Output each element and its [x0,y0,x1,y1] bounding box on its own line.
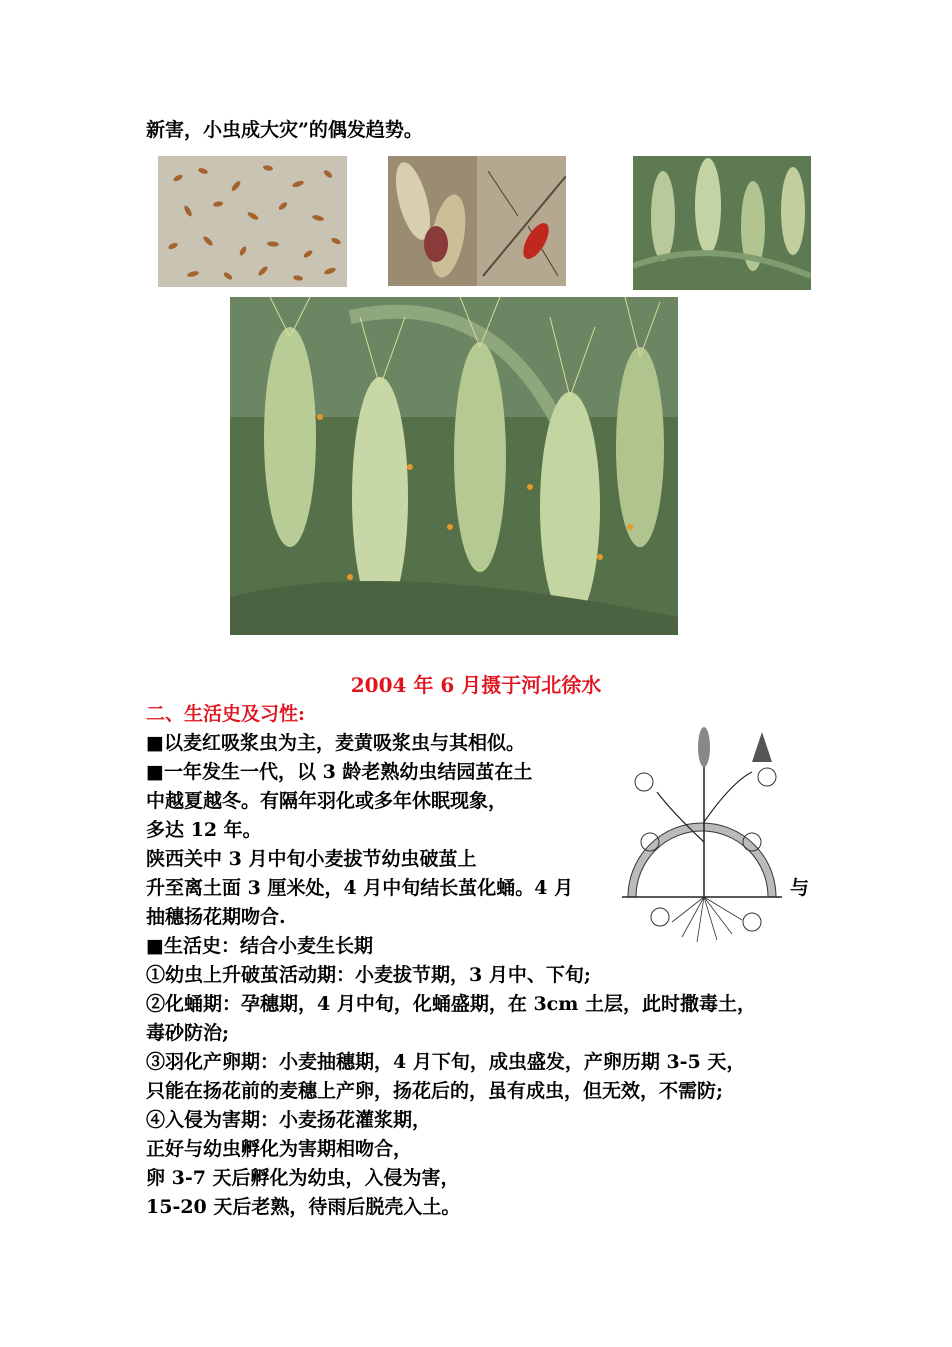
section-heading: 二、生活史及习性: [146,703,306,725]
wheat-closeup-photo [230,297,678,635]
text-line-11: 毒砂防治; [146,1022,230,1044]
text-line-2: ■一年发生一代，以 3 龄老熟幼虫结园茧在土 [146,761,533,783]
text-line-5: 陕西关中 3 月中旬小麦拔节幼虫破茧上 [146,848,477,870]
text-line-10: ②化蛹期：孕穗期，4 月中旬，化蛹盛期，在 3cm 土层，此时撒毒土， [146,993,756,1015]
text-line-17: 15-20 天后老熟，待雨后脱壳入土。 [146,1196,461,1218]
wheat-field-photo [633,156,811,290]
text-line-15: 正好与幼虫孵化为害期相吻合， [146,1138,413,1160]
text-line-3: 中越夏越冬。有隔年羽化或多年休眠现象， [146,790,508,812]
text-line-1: ■以麦红吸浆虫为主，麦黄吸浆虫与其相似。 [146,732,525,754]
text-line-8: ■生活史：结合小麦生长期 [146,935,373,957]
photo-caption: 2004 年 6 月摄于河北徐水 [350,673,602,697]
text-line-9: ①幼虫上升破茧活动期：小麦拔节期，3 月中、下旬; [146,964,591,986]
text-line-16: 卵 3-7 天后孵化为幼虫，入侵为害， [146,1167,460,1189]
text-line-4: 多达 12 年。 [146,819,262,841]
trailing-char: 与 [790,877,810,899]
text-line-12: ③羽化产卵期：小麦抽穗期，4 月下旬，成虫盛发，产卵历期 3-5 天， [146,1051,746,1073]
life-cycle-diagram [622,722,782,948]
text-line-13: 只能在扬花前的麦穗上产卵，扬花后的，虽有成虫，但无效，不需防; [146,1080,724,1102]
larvae-photo [158,156,347,287]
text-line-14: ④入侵为害期：小麦扬花灌浆期， [146,1109,432,1131]
adult-midge-photo [388,156,566,286]
intro-tail-text: 新害，小虫成大灾”的偶发趋势。 [146,119,423,141]
text-line-7: 抽穗扬花期吻合. [146,906,286,928]
text-line-6: 升至离土面 3 厘米处，4 月中旬结长茧化蛹。4 月 [146,877,574,899]
